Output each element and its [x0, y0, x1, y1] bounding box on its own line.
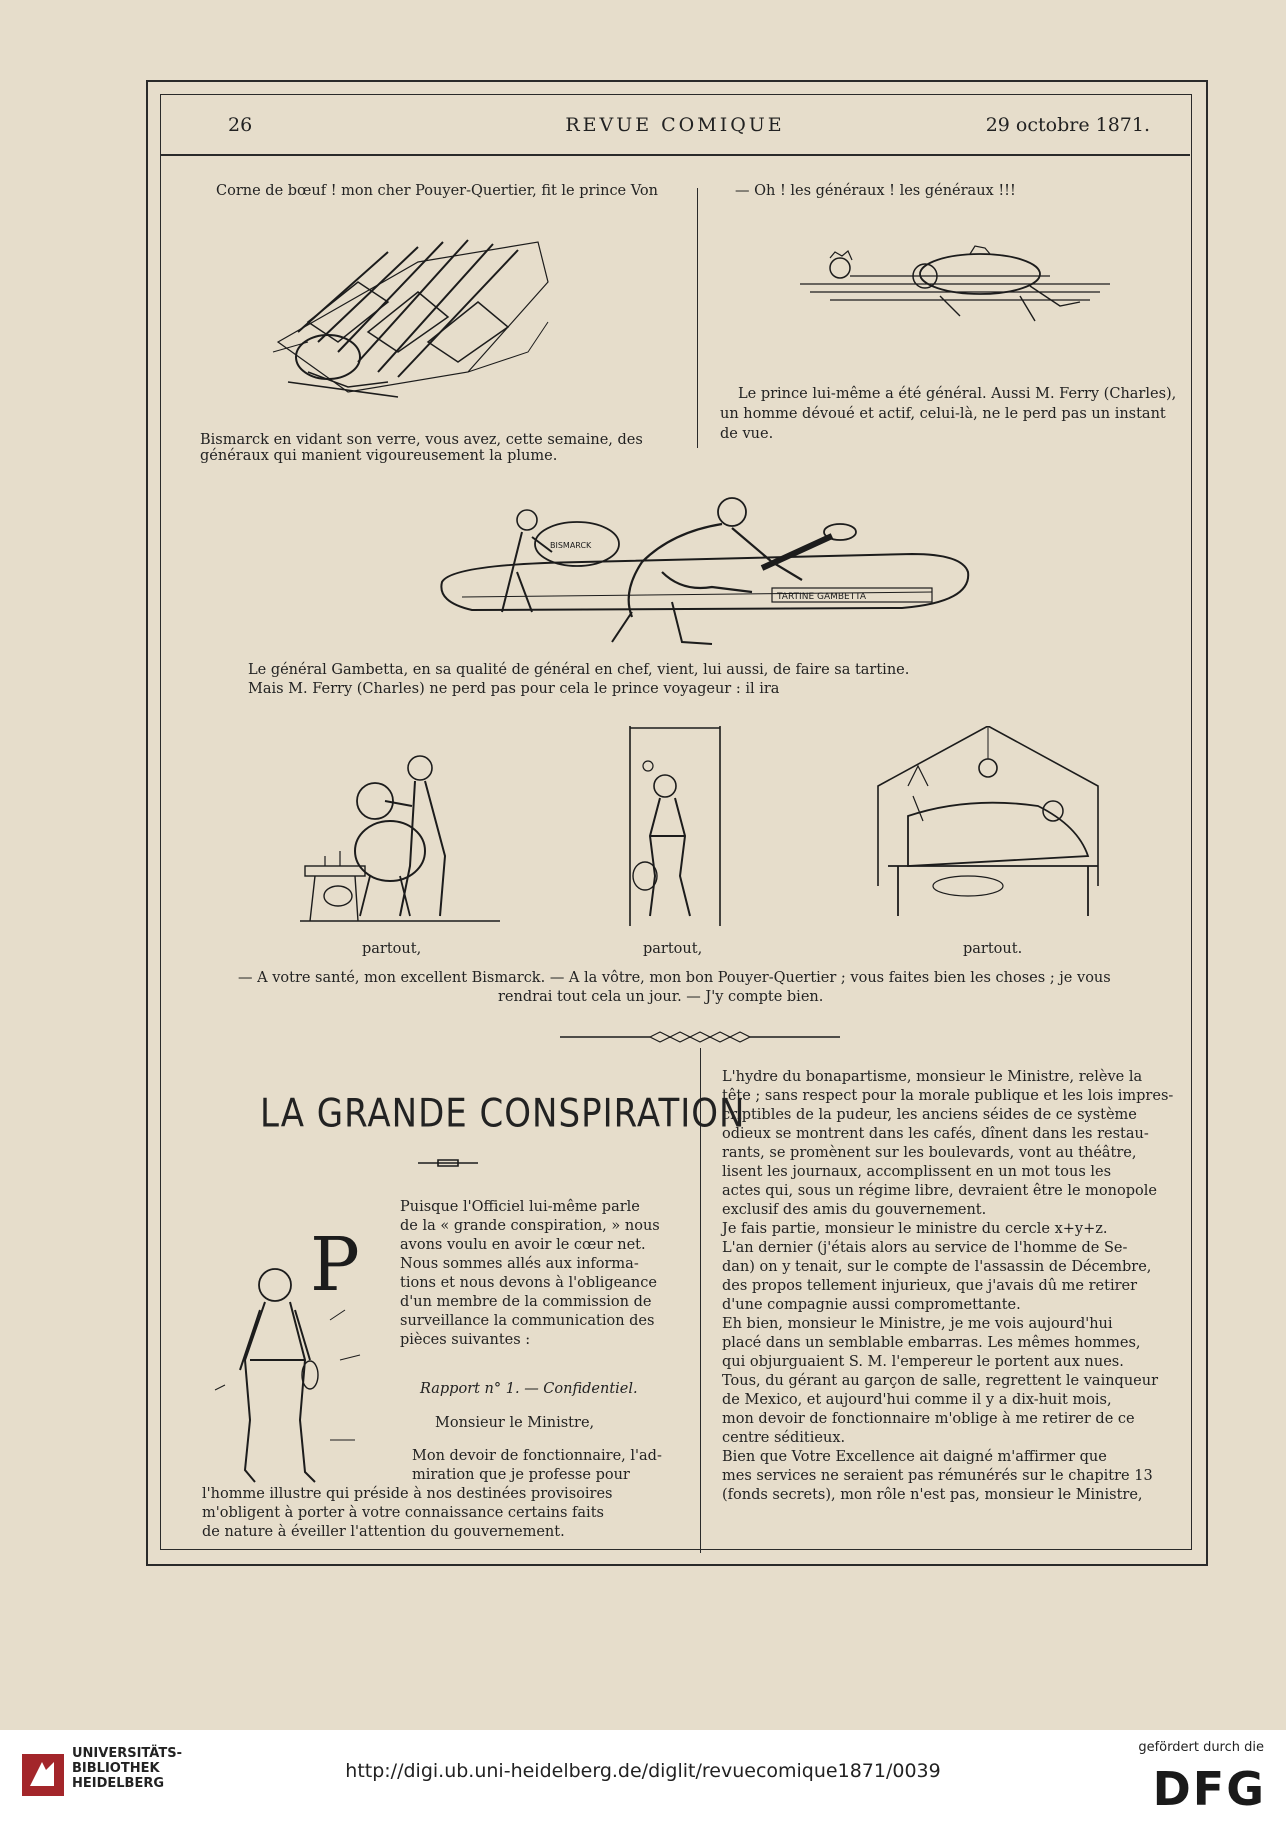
article-line: lisent les journaux, accomplissent en un mot tous les: [722, 1164, 1112, 1180]
top-right-caption-end-2: un homme dévoué et actif, celui-là, ne le perd pas un instant: [720, 406, 1166, 422]
article-line: miration que je professe pour: [412, 1467, 630, 1483]
top-right-caption: — Oh ! les généraux ! les généraux !!!: [735, 183, 1016, 199]
top-left-caption: Corne de bœuf ! mon cher Pouyer-Quertier, fit le prince Von: [216, 183, 658, 199]
dropcap-letter: P: [310, 1222, 360, 1308]
digitization-footer: [0, 1730, 1286, 1826]
article-line: odieux se montrent dans les cafés, dînent dans les restau-: [722, 1126, 1149, 1142]
middle-caption-1: Le général Gambetta, en sa qualité de général en chef, vient, lui aussi, de faire sa tartine.: [248, 662, 910, 678]
article-line: placé dans un semblable embarras. Les mêmes hommes,: [722, 1335, 1141, 1351]
article-line: m'obligent à porter à votre connaissance certains faits: [202, 1505, 604, 1521]
page-header: [160, 108, 1190, 156]
page-number: 26: [228, 114, 253, 136]
rapport-heading: Rapport n° 1. — Confidentiel.: [420, 1381, 638, 1397]
funded-by-label: gefördert durch die: [1138, 1740, 1264, 1755]
article-line: centre séditieux.: [722, 1430, 846, 1446]
article-line: de Mexico, et aujourd'hui comme il y a dix-huit mois,: [722, 1392, 1112, 1408]
article-line: des propos tellement injurieux, que j'avais dû me retirer: [722, 1278, 1138, 1294]
article-line: actes qui, sous un régime libre, devraient être le monopole: [722, 1183, 1157, 1199]
dfg-logo: DFG: [1152, 1762, 1266, 1816]
article-line: pièces suivantes :: [400, 1332, 531, 1348]
article-line: avons voulu en avoir le cœur net.: [400, 1237, 646, 1253]
top-right-caption-end-1: Le prince lui-même a été général. Aussi M. Ferry (Charles),: [738, 386, 1177, 402]
swimming-figures-illustration: [790, 236, 1120, 346]
journal-title: REVUE COMIQUE: [565, 114, 785, 136]
article-line: d'une compagnie aussi compromettante.: [722, 1297, 1021, 1313]
institution-line: HEIDELBERG: [72, 1776, 165, 1791]
bag-label: BISMARCK: [550, 541, 592, 550]
issue-date: 29 octobre 1871.: [985, 114, 1150, 136]
top-right-caption-end-3: de vue.: [720, 426, 774, 442]
article-title: LA GRANDE CONSPIRATION: [260, 1091, 746, 1137]
article-line: de nature à éveiller l'attention du gouvernement.: [202, 1524, 565, 1540]
top-left-caption-end-1: Bismarck en vidant son verre, vous avez, cette semaine, des: [200, 432, 643, 448]
doorway-scene-illustration: [620, 726, 730, 926]
institution-line: BIBLIOTHEK: [72, 1761, 160, 1776]
ornamental-divider: [560, 1030, 840, 1044]
article-line: Mon devoir de fonctionnaire, l'ad-: [412, 1448, 662, 1464]
dropcap-figure-illustration: [210, 1210, 370, 1500]
article-line: mon devoir de fonctionnaire m'oblige à me retirer de ce: [722, 1411, 1135, 1427]
institution-line: UNIVERSITÄTS-: [72, 1746, 182, 1761]
article-line: tions et nous devons à l'obligeance: [400, 1275, 657, 1291]
article-line: Tous, du gérant au garçon de salle, regrettent le vainqueur: [722, 1373, 1159, 1389]
article-line: (fonds secrets), mon rôle n'est pas, monsieur le Ministre,: [722, 1487, 1143, 1503]
article-right-column: [722, 1068, 1200, 1505]
article-line: mes services ne seraient pas rémunérés sur le chapitre 13: [722, 1468, 1153, 1484]
article-line: Eh bien, monsieur le Ministre, je me vois aujourd'hui: [722, 1316, 1113, 1332]
article-line: l'homme illustre qui préside à nos destinées provisoires: [202, 1486, 613, 1502]
triptych-label-3: partout.: [963, 941, 1023, 957]
article-line: Bien que Votre Excellence ait daigné m'affirmer que: [722, 1449, 1107, 1465]
permalink-url[interactable]: http://digi.ub.uni-heidelberg.de/diglit/revuecomique1871/0039: [345, 1760, 941, 1782]
triptych-label-1: partout,: [362, 941, 422, 957]
top-left-caption-end-2: généraux qui manient vigoureusement la plume.: [200, 448, 558, 464]
loaf-label: TARTINE GAMBETTA: [777, 592, 867, 602]
article-line: surveillance la communication des: [400, 1313, 655, 1329]
triptych-label-2: partout,: [643, 941, 703, 957]
article-left-para: [400, 1198, 682, 1350]
article-line: dan) on y tenait, sur le compte de l'assassin de Décembre,: [722, 1259, 1152, 1275]
article-line: L'hydre du bonapartisme, monsieur le Ministre, relève la: [722, 1069, 1143, 1085]
article-line: Nous sommes allés aux informa-: [400, 1256, 639, 1272]
article-line: rants, se promènent sur les boulevards, vont au théâtre,: [722, 1145, 1137, 1161]
article-line: criptibles de la pudeur, les anciens séides de ce système: [722, 1107, 1137, 1123]
article-line: L'an dernier (j'étais alors au service de l'homme de Se-: [722, 1240, 1128, 1256]
article-line: de la « grande conspiration, » nous: [400, 1218, 660, 1234]
article-line: d'un membre de la commission de: [400, 1294, 652, 1310]
bed-scene-illustration: [868, 726, 1108, 926]
article-left-para-3: [202, 1485, 682, 1542]
gambetta-tartine-illustration: [432, 492, 992, 652]
middle-caption-2: Mais M. Ferry (Charles) ne perd pas pour cela le prince voyageur : il ira: [248, 681, 780, 697]
generals-pens-illustration: [268, 222, 558, 412]
article-line: tête ; sans respect pour la morale publique et les lois impres-: [722, 1088, 1174, 1104]
article-line: Je fais partie, monsieur le ministre du cercle x+y+z.: [722, 1221, 1108, 1237]
triptych-caption-2: rendrai tout cela un jour. — J'y compte bien.: [498, 989, 824, 1005]
toast-scene-illustration: [300, 746, 500, 926]
article-line: exclusif des amis du gouvernement.: [722, 1202, 987, 1218]
triptych-caption-1: — A votre santé, mon excellent Bismarck. — A la vôtre, mon bon Pouyer-Quertier ; vous faites bien les choses ; je vous: [238, 970, 1111, 986]
title-ornament: [418, 1158, 478, 1168]
article-line: qui objurguaient S. M. l'empereur le portent aux nues.: [722, 1354, 1124, 1370]
article-left-para-2: [412, 1447, 682, 1485]
article-line: Puisque l'Officiel lui-même parle: [400, 1199, 640, 1215]
salutation: Monsieur le Ministre,: [435, 1415, 595, 1431]
column-divider-top: [697, 188, 698, 448]
